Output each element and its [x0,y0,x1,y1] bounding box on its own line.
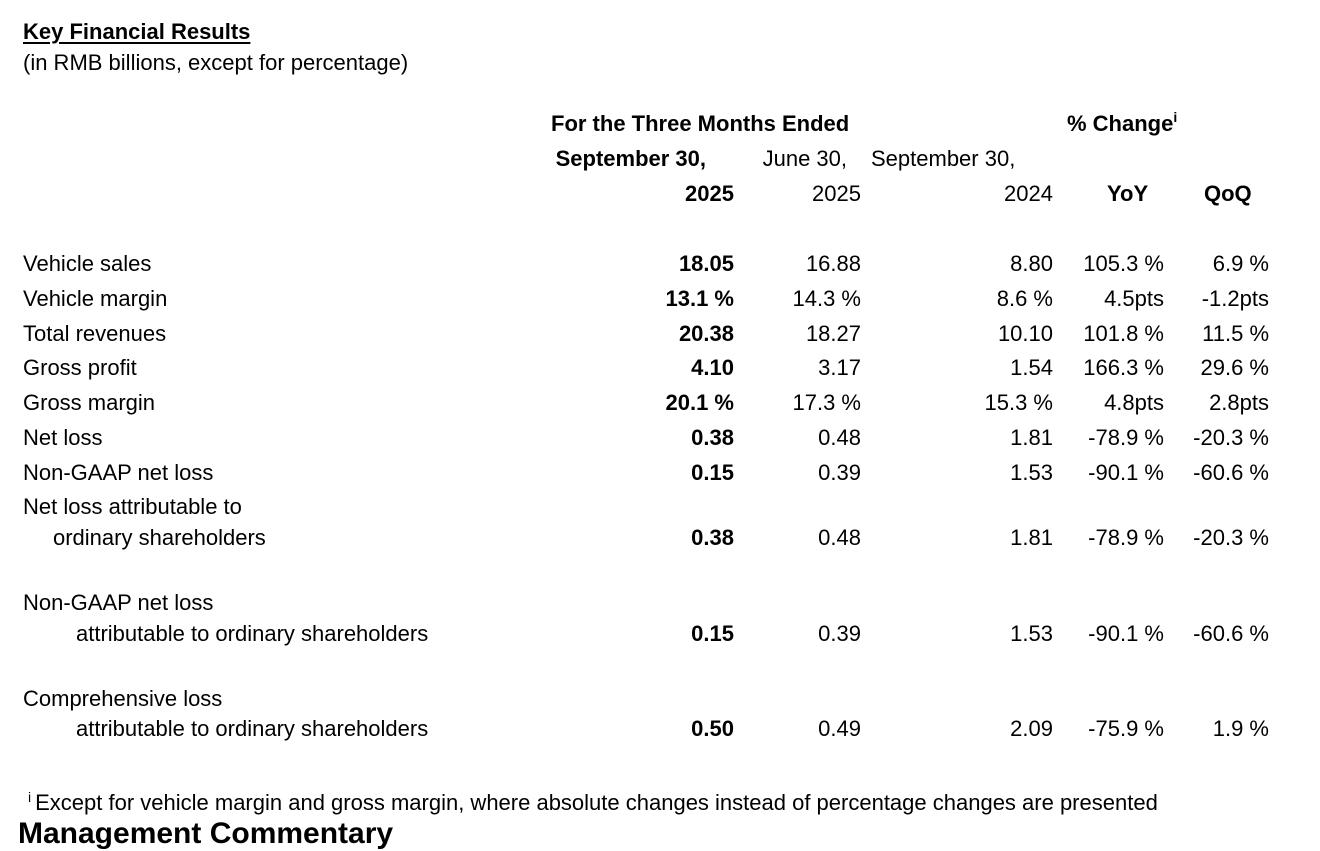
col3-header-line2: 2024 [1004,181,1053,206]
cell-yoy: -90.1 % [1088,460,1164,485]
row-label: Total revenues [23,321,167,346]
cell-sep2025: 0.38 [691,525,734,550]
cell-sep2025: 0.38 [691,425,734,450]
cell-sep2024: 8.6 % [996,286,1053,311]
table-row [0,621,1320,651]
col3-header-line1: September 30, [871,146,1016,171]
change-group-header [1067,111,1177,137]
table-row [0,716,1320,746]
cell-jun2025: 0.48 [818,525,861,550]
cell-qoq: 11.5 % [1202,321,1269,346]
cell-sep2024: 10.10 [997,321,1053,346]
cell-yoy: -90.1 % [1088,621,1164,646]
cell-sep2025: 0.15 [691,460,734,485]
page-title: Key Financial Results [23,19,251,44]
row-label: Non-GAAP net loss [23,460,214,485]
cell-jun2025: 14.3 % [792,286,861,311]
row-label: Vehicle margin [23,286,168,311]
cell-sep2024: 1.81 [1010,525,1053,550]
cell-yoy: 166.3 % [1083,355,1164,380]
cell-sep2025: 4.10 [691,355,734,380]
cell-sep2024: 2.09 [1010,716,1053,741]
units-subtitle: (in RMB billions, except for percentage) [23,50,409,75]
cell-qoq: 6.9 % [1212,251,1269,276]
row-label-line1: Net loss attributable to [23,494,242,519]
cell-yoy: -78.9 % [1088,425,1164,450]
table-row-label-line1 [0,590,1320,620]
cell-sep2025: 20.1 % [665,390,734,415]
cell-sep2024: 1.53 [1010,621,1053,646]
row-label-line2: attributable to ordinary shareholders [76,716,429,741]
cell-sep2025: 18.05 [678,251,734,276]
row-label: Vehicle sales [23,251,152,276]
row-label-line1: Comprehensive loss [23,686,223,711]
cell-yoy: 4.8pts [1104,390,1164,415]
row-label-line2: ordinary shareholders [53,525,266,550]
table-row [0,525,1320,555]
cell-qoq: -20.3 % [1193,525,1269,550]
cell-sep2024: 1.81 [1010,425,1053,450]
cell-sep2024: 8.80 [1010,251,1053,276]
cell-jun2025: 0.49 [818,716,861,741]
footnote-marker: i [28,789,32,805]
cell-jun2025: 0.39 [818,460,861,485]
cell-jun2025: 16.88 [805,251,861,276]
table-row [0,286,1320,316]
cell-yoy: -78.9 % [1088,525,1164,550]
cell-qoq: 2.8pts [1209,390,1269,415]
cell-sep2025: 0.50 [691,716,734,741]
row-label-line1: Non-GAAP net loss [23,590,214,615]
footnote-text: Except for vehicle margin and gross margin, where absolute changes instead of percentage changes are presented [35,790,1158,815]
cell-yoy: -75.9 % [1088,716,1164,741]
table-row [0,425,1320,455]
cell-qoq: -60.6 % [1193,460,1269,485]
cell-sep2024: 1.53 [1010,460,1053,485]
table-row [0,390,1320,420]
cell-jun2025: 18.27 [805,321,861,346]
cell-jun2025: 0.48 [818,425,861,450]
footnote [28,790,1158,816]
cell-qoq: 1.9 % [1212,716,1269,741]
table-row [0,251,1320,281]
table-row [0,460,1320,490]
cell-qoq: -20.3 % [1193,425,1269,450]
change-group-label: % Change [1067,111,1174,136]
table-row [0,321,1320,351]
row-label-line2: attributable to ordinary shareholders [76,621,429,646]
cell-jun2025: 17.3 % [792,390,861,415]
table-row-label-line1 [0,686,1320,716]
cell-yoy: 105.3 % [1083,251,1164,276]
cell-jun2025: 0.39 [818,621,861,646]
cell-jun2025: 3.17 [818,355,861,380]
table-row-label-line1 [0,494,1320,524]
cell-sep2025: 13.1 % [665,286,734,311]
next-section-heading: Management Commentary [18,817,394,850]
cell-sep2025: 0.15 [691,621,734,646]
row-label: Gross margin [23,390,156,415]
cell-sep2024: 1.54 [1010,355,1053,380]
col1-header-line2: 2025 [685,181,734,206]
cell-yoy: 101.8 % [1083,321,1164,346]
cell-sep2025: 20.38 [678,321,734,346]
yoy-header: YoY [1107,181,1149,206]
row-label: Gross profit [23,355,137,380]
cell-yoy: 4.5pts [1104,286,1164,311]
col1-header-line1: September 30, [555,146,706,171]
cell-qoq: -60.6 % [1193,621,1269,646]
qoq-header: QoQ [1204,181,1252,206]
row-label: Net loss [23,425,103,450]
period-group-header: For the Three Months Ended [551,111,850,136]
table-row [0,355,1320,385]
col2-header-line2: 2025 [812,181,861,206]
cell-qoq: 29.6 % [1200,355,1269,380]
col2-header-line1: June 30, [762,146,847,171]
change-footnote-marker: i [1173,109,1178,125]
cell-sep2024: 15.3 % [984,390,1053,415]
cell-qoq: -1.2pts [1201,286,1269,311]
